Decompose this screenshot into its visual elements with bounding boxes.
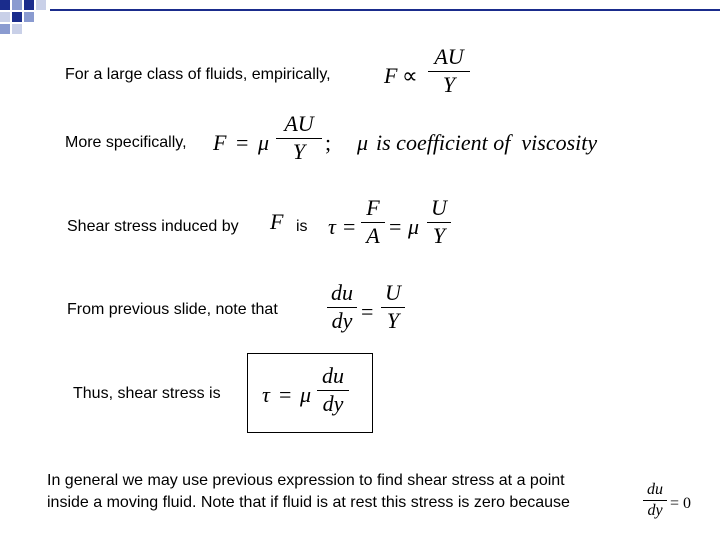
row5-denominator: dy xyxy=(322,391,344,416)
row1-fraction xyxy=(428,45,470,97)
row2-equals: = xyxy=(236,130,249,155)
row2-fraction xyxy=(276,112,322,164)
row3-frac2-numerator: U xyxy=(431,195,447,220)
row4-frac1-denominator: dy xyxy=(331,308,353,333)
row2-lhs: F xyxy=(213,130,227,155)
row3-frac2-denominator: Y xyxy=(432,223,446,248)
row4-frac2-denominator: Y xyxy=(386,308,400,333)
row5-numerator: du xyxy=(322,363,344,388)
deco-square xyxy=(36,0,46,10)
row6-fraction xyxy=(643,481,667,519)
row5-fraction xyxy=(317,364,349,416)
row2-mu: μ xyxy=(258,130,270,155)
deco-square xyxy=(12,0,22,10)
deco-square xyxy=(24,12,34,22)
row6-denominator: dy xyxy=(647,502,663,519)
row1-proportional-symbol: ∝ xyxy=(402,63,418,88)
row2-semicolon: ; xyxy=(325,130,332,155)
row6-equals: = xyxy=(670,495,680,512)
row4-frac2-numerator: U xyxy=(385,280,401,305)
row6-numerator: du xyxy=(647,481,663,498)
row1-lhs: F xyxy=(384,63,398,88)
row3-equals-1: = xyxy=(343,214,356,239)
row3-is: is xyxy=(296,218,308,235)
row4-frac1-numerator: du xyxy=(331,280,353,305)
fraction-bar xyxy=(643,500,667,501)
row2-denominator: Y xyxy=(292,139,306,164)
row3-text: Shear stress induced by xyxy=(67,218,239,235)
row1-numerator: AU xyxy=(434,44,464,69)
row4-fraction-1 xyxy=(327,281,357,333)
deco-line xyxy=(50,9,720,11)
row4-fraction-2 xyxy=(381,281,405,333)
row3-frac1-denominator: A xyxy=(366,223,380,248)
row2-text: More specifically, xyxy=(65,134,187,151)
deco-square xyxy=(12,24,22,34)
row5-equals: = xyxy=(279,382,292,407)
row6-line2: inside a moving fluid. Note that if fluid is at rest this stress is zero because xyxy=(47,494,570,511)
row6-line1: In general we may use previous expression to find shear stress at a point xyxy=(47,472,565,489)
deco-square xyxy=(0,24,10,34)
deco-square xyxy=(0,12,10,22)
row3-fraction-1 xyxy=(361,196,385,248)
row5-text: Thus, shear stress is xyxy=(73,385,221,402)
row2-numerator: AU xyxy=(284,111,314,136)
row3-mu: μ xyxy=(408,214,420,239)
row3-tau: τ xyxy=(328,214,336,239)
row2-rhs-text: is coefficient of viscosity xyxy=(376,130,598,155)
row4-equals: = xyxy=(361,299,374,324)
row6-zero: 0 xyxy=(683,495,691,512)
deco-square xyxy=(0,0,10,10)
row3-frac1-numerator: F xyxy=(366,195,380,220)
row3-equals-2: = xyxy=(389,214,402,239)
row1-text: For a large class of fluids, empirically, xyxy=(65,66,331,83)
row4-text: From previous slide, note that xyxy=(67,301,278,318)
corner-decoration xyxy=(0,0,720,40)
row2-rhs-mu: μ xyxy=(357,130,369,155)
row5-tau: τ xyxy=(262,382,270,407)
row3-fraction-2 xyxy=(427,196,451,248)
deco-square xyxy=(24,0,34,10)
deco-square xyxy=(12,12,22,22)
row3-force: F xyxy=(270,209,284,234)
row5-mu: μ xyxy=(300,382,312,407)
row1-denominator: Y xyxy=(442,72,456,97)
